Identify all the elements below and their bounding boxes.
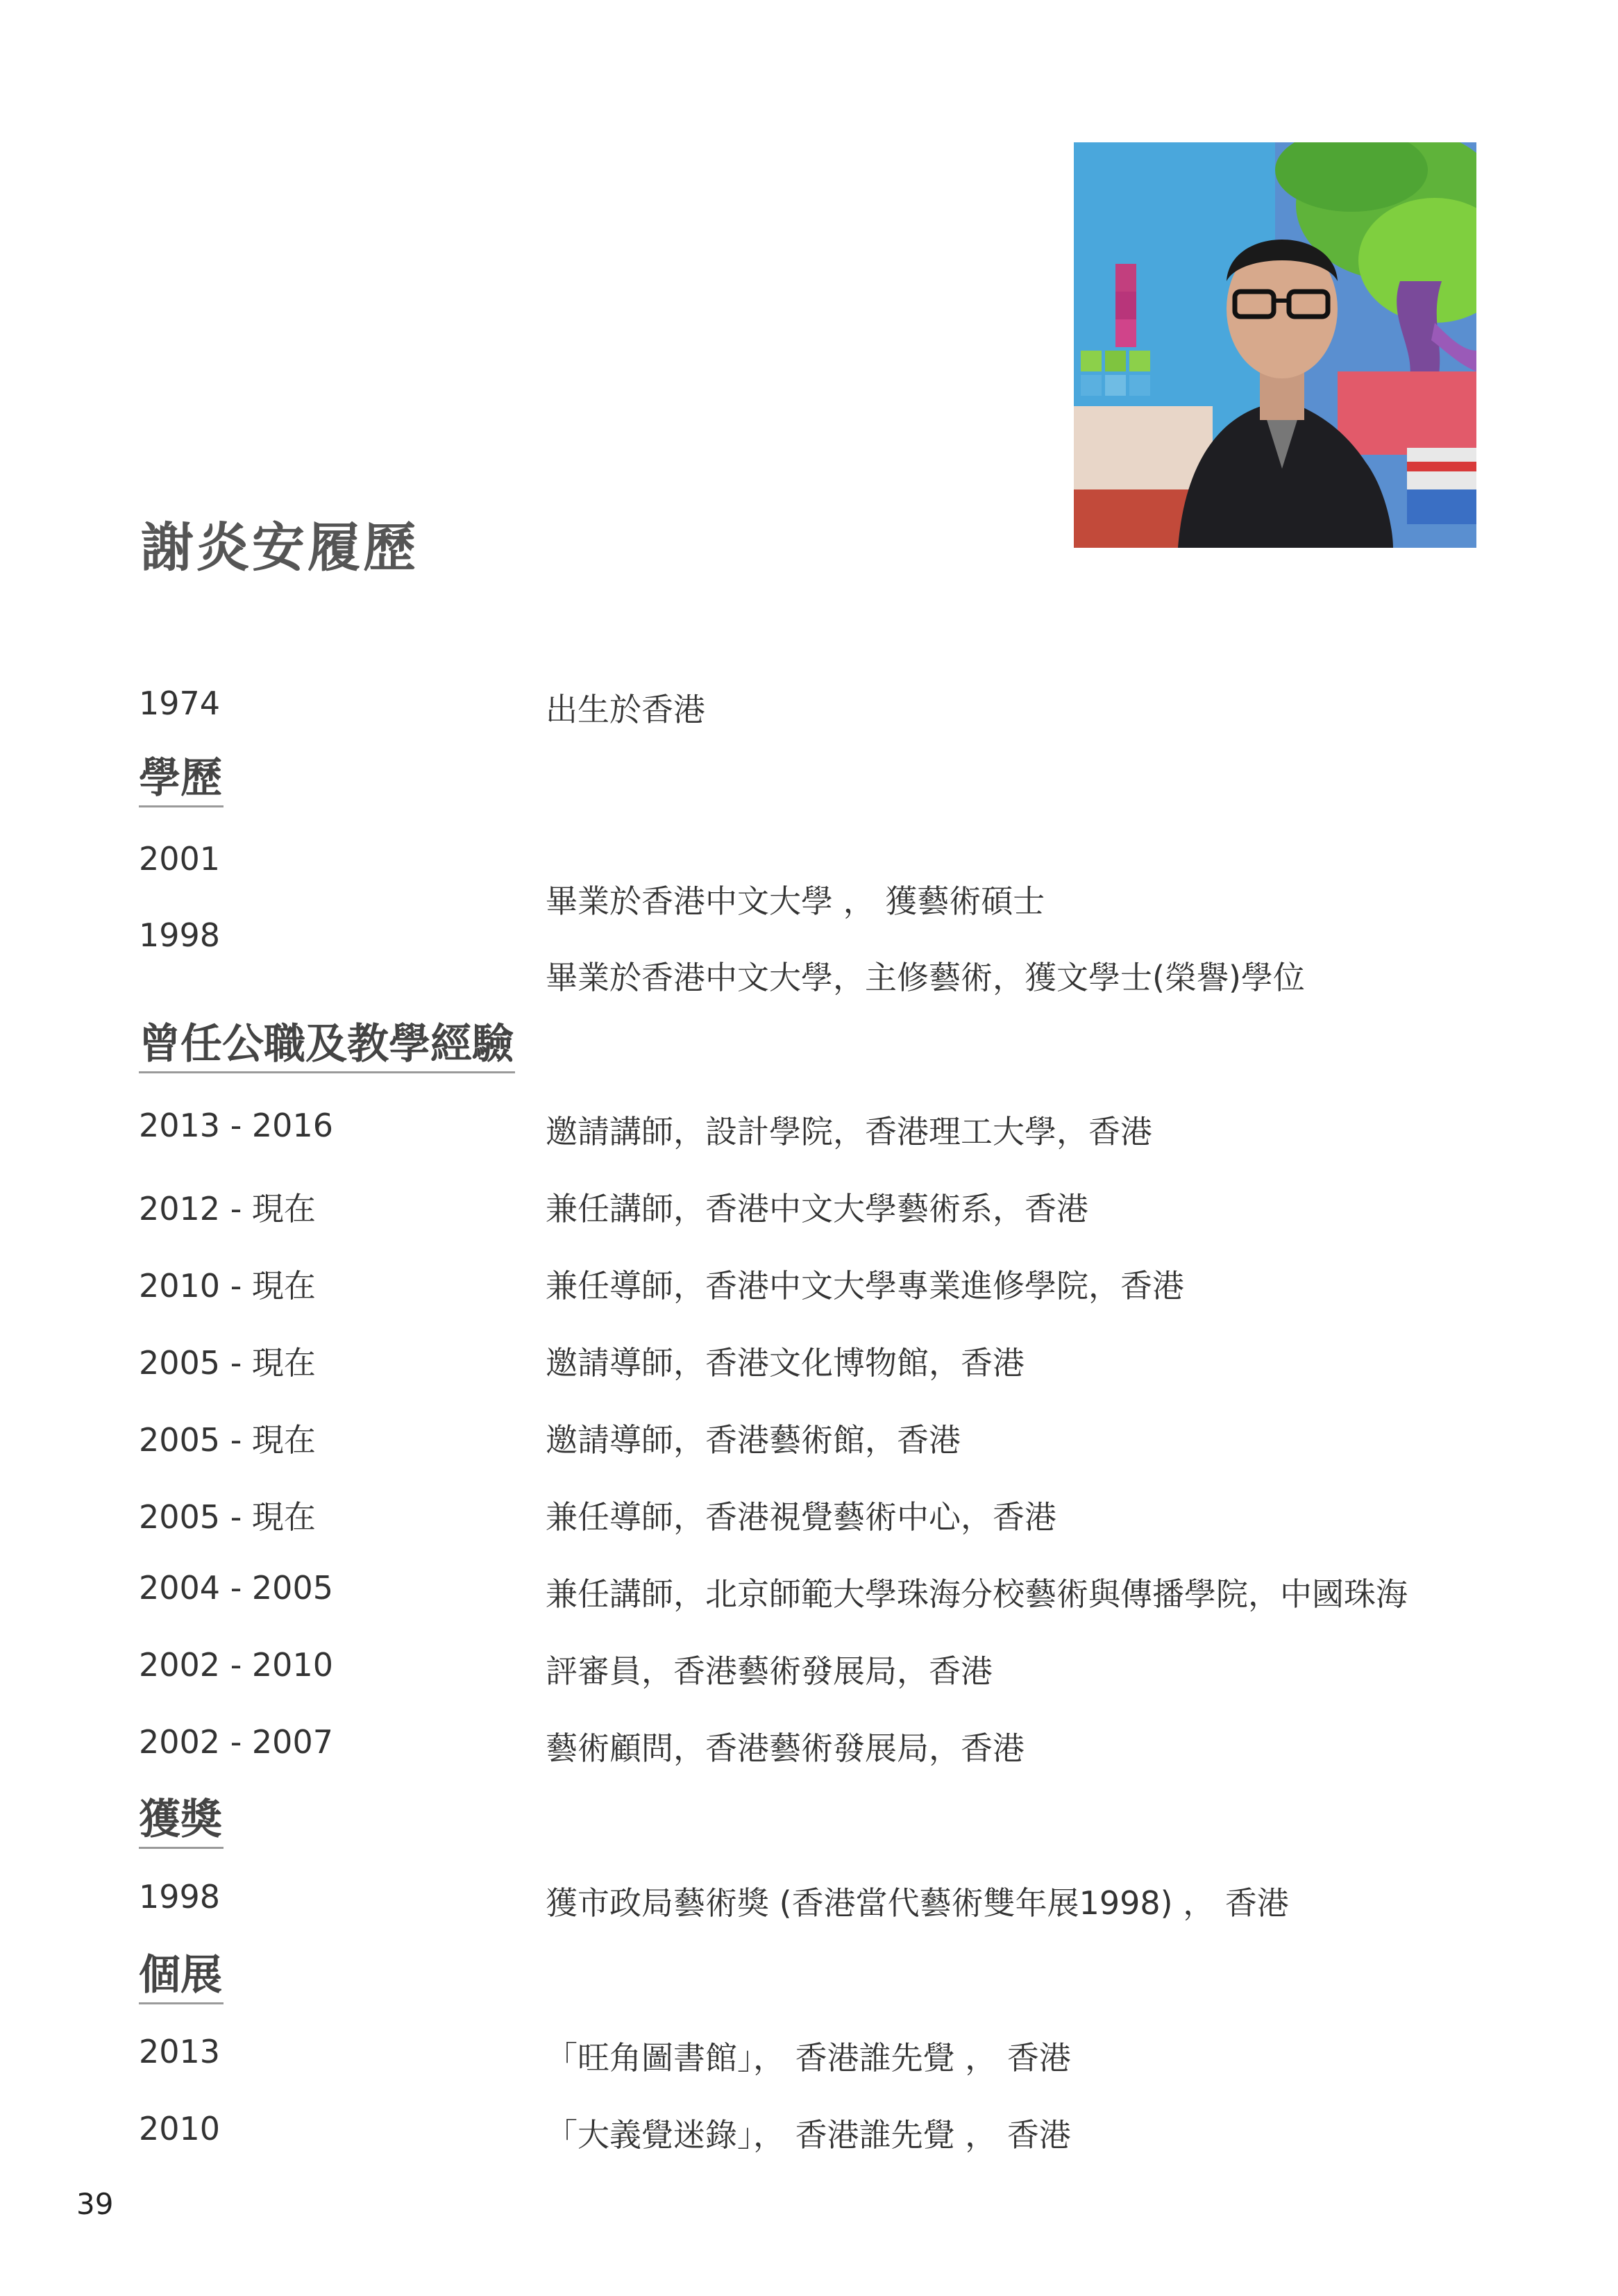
awards-year: 1998 — [139, 1878, 221, 1916]
solo-row — [139, 2110, 1520, 2152]
birth-desc: 出生於香港 — [546, 691, 705, 728]
teaching-desc: 藝術顧問，香港藝術發展局，香港 — [546, 1729, 1025, 1767]
teaching-desc: 邀請導師，香港藝術館，香港 — [546, 1421, 961, 1459]
teaching-year: 2002 - 2010 — [139, 1646, 333, 1684]
teaching-row — [139, 1723, 1520, 1765]
birth-year: 1974 — [139, 685, 221, 722]
teaching-year: 2004 - 2005 — [139, 1569, 333, 1607]
solo-year: 2013 — [139, 2033, 221, 2070]
teaching-row — [139, 1569, 1520, 1611]
education-desc-1: 畢業於香港中文大學 ， 獲藝術碩士 — [546, 882, 1045, 920]
teaching-row — [139, 1338, 1520, 1380]
solo-row — [139, 2033, 1520, 2075]
teaching-year: 2005 - 現在 — [139, 1344, 316, 1382]
solo-desc: 「大義覺迷錄」， 香港誰先覺 ， 香港 — [546, 2116, 1071, 2154]
solo-heading: 個展 — [139, 1948, 224, 2004]
awards-desc: 獲市政局藝術獎 (香港當代藝術雙年展1998) ， 香港 — [546, 1884, 1289, 1922]
teaching-row — [139, 1646, 1520, 1688]
teaching-desc: 兼任講師，香港中文大學藝術系，香港 — [546, 1190, 1088, 1227]
teaching-year: 2010 - 現在 — [139, 1267, 316, 1305]
teaching-desc: 兼任講師，北京師範大學珠海分校藝術與傳播學院，中國珠海 — [546, 1575, 1408, 1613]
education-heading: 學歷 — [139, 751, 224, 807]
teaching-desc: 邀請導師，香港文化博物館，香港 — [546, 1344, 1025, 1382]
awards-row — [139, 1878, 1520, 1920]
education-year-2: 1998 — [139, 916, 221, 954]
solo-year: 2010 — [139, 2110, 221, 2147]
awards-heading: 獲獎 — [139, 1793, 224, 1849]
artist-portrait-photo — [1074, 142, 1476, 548]
teaching-desc: 評審員，香港藝術發展局，香港 — [546, 1652, 993, 1690]
teaching-year: 2013 - 2016 — [139, 1107, 333, 1144]
education-rows — [139, 840, 1520, 996]
teaching-row — [139, 1261, 1520, 1305]
teaching-row — [139, 1415, 1520, 1457]
teaching-year: 2005 - 現在 — [139, 1421, 316, 1459]
teaching-row — [139, 1492, 1520, 1534]
teaching-desc: 兼任導師，香港中文大學專業進修學院，香港 — [546, 1267, 1184, 1305]
teaching-desc: 兼任導師，香港視覺藝術中心，香港 — [546, 1498, 1056, 1536]
solo-desc: 「旺角圖書館」， 香港誰先覺 ， 香港 — [546, 2039, 1071, 2077]
teaching-year: 2005 - 現在 — [139, 1498, 316, 1536]
teaching-heading: 曾任公職及教學經驗 — [139, 1017, 515, 1073]
page-title: 謝炎安履歷 — [141, 517, 419, 578]
teaching-desc: 邀請講師，設計學院，香港理工大學，香港 — [546, 1113, 1152, 1150]
teaching-row — [139, 1107, 1520, 1148]
teaching-year: 2002 - 2007 — [139, 1723, 333, 1761]
portrait-image — [1074, 142, 1476, 548]
teaching-year: 2012 - 現在 — [139, 1190, 316, 1227]
teaching-row — [139, 1184, 1520, 1225]
birth-row — [139, 685, 1520, 726]
education-year-1: 2001 — [139, 840, 221, 878]
page-number: 39 — [76, 2187, 114, 2221]
education-desc-2: 畢業於香港中文大學，主修藝術，獲文學士(榮譽)學位 — [546, 959, 1305, 996]
